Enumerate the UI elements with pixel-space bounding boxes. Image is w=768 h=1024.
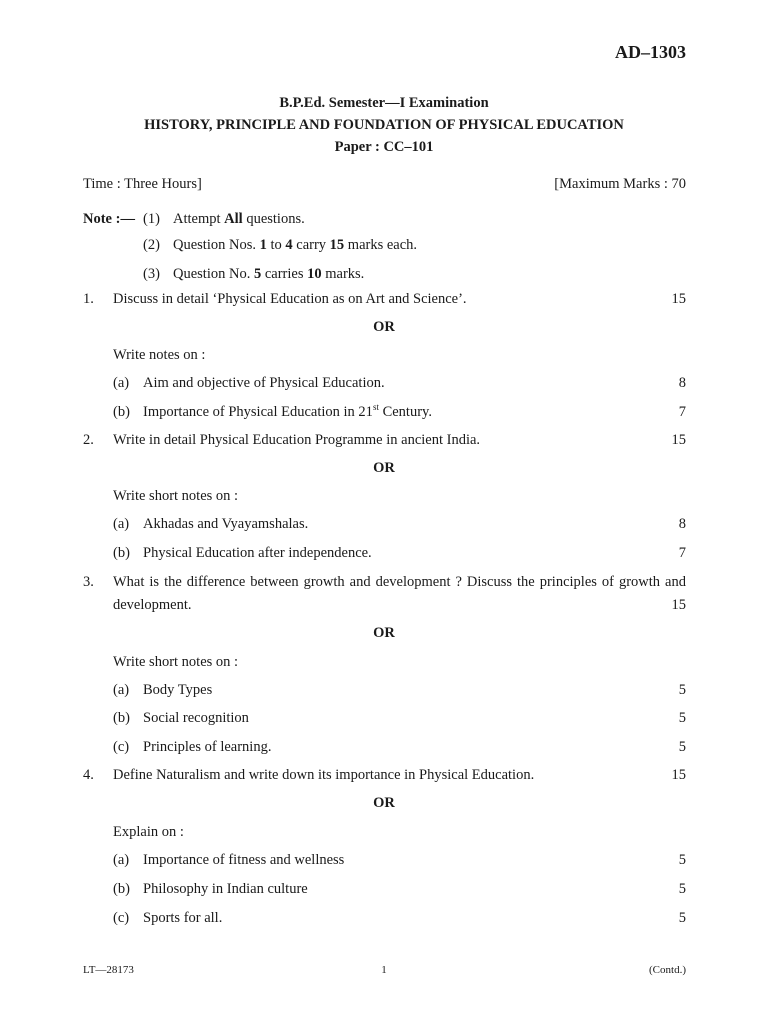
question-text-line-1: What is the difference between growth and development ? Discuss the principles of growth and [113,574,686,590]
alternative-intro: Explain on : [113,824,184,840]
sub-question-label: (a) [113,375,130,391]
sub-question-marks: 5 [678,739,686,755]
sub-question-text: Social recognition [143,710,249,726]
sub-question-text: Akhadas and Vyayamshalas. [143,516,309,532]
question-number: 2. [83,432,94,448]
sub-question-label: (c) [113,910,130,926]
alternative-intro: Write notes on : [113,347,206,363]
sub-question-label: (a) [113,852,130,868]
question-text: Write in detail Physical Education Programme in ancient India. [113,432,481,448]
sub-question-marks: 5 [678,910,686,926]
question-marks: 15 [671,767,686,783]
or-divider: OR [373,795,395,811]
paper-code: AD–1303 [615,42,686,62]
sub-question-label: (a) [113,682,130,698]
note-label: Note :— [83,211,135,227]
sub-question-marks: 8 [678,516,686,532]
sub-question-marks: 5 [678,682,686,698]
note-item-number: (3) [143,266,160,282]
sub-question-label: (b) [113,404,130,420]
paper-number: Paper : CC–101 [334,139,434,155]
alternative-intro: Write short notes on : [113,488,239,504]
note-item-1: Attempt All questions. [173,211,305,227]
sub-question-marks: 5 [678,710,686,726]
question-number: 3. [83,574,94,590]
subject-title: HISTORY, PRINCIPLE AND FOUNDATION OF PHYSICAL EDUCATION [144,117,624,133]
sub-question-label: (a) [113,516,130,532]
question-marks: 15 [671,291,686,307]
question-text: Discuss in detail ‘Physical Education as on Art and Science’. [113,291,467,307]
note-item-3: Question No. 5 carries 10 marks. [173,266,365,282]
sub-question-text: Importance of Physical Education in 21st Century. [143,402,432,420]
exam-title: B.P.Ed. Semester—I Examination [279,95,489,111]
question-text-line-2: development. [113,597,192,613]
question-number: 1. [83,291,94,307]
sub-question-marks: 7 [678,404,686,420]
page-number: 1 [381,964,387,976]
note-item-number: (1) [143,211,160,227]
maximum-marks: [Maximum Marks : 70 [554,176,686,192]
note-item-number: (2) [143,237,160,253]
alternative-intro: Write short notes on : [113,654,239,670]
sub-question-text: Aim and objective of Physical Education. [143,375,385,391]
or-divider: OR [373,460,395,476]
question-text: Define Naturalism and write down its importance in Physical Education. [113,767,535,783]
footer-code: LT—28173 [83,964,134,976]
sub-question-label: (b) [113,710,130,726]
sub-question-text: Importance of fitness and wellness [143,852,345,868]
time-allowed: Time : Three Hours] [83,176,202,192]
question-marks: 15 [671,597,686,613]
sub-question-marks: 8 [678,375,686,391]
sub-question-marks: 5 [678,852,686,868]
sub-question-text: Sports for all. [143,910,223,926]
sub-question-label: (b) [113,881,130,897]
question-marks: 15 [671,432,686,448]
question-number: 4. [83,767,94,783]
continued-marker: (Contd.) [649,964,686,976]
sub-question-text: Body Types [143,682,213,698]
sub-question-text: Principles of learning. [143,739,272,755]
note-item-2: Question Nos. 1 to 4 carry 15 marks each. [173,237,418,253]
sub-question-marks: 5 [678,881,686,897]
sub-question-text: Physical Education after independence. [143,545,372,561]
sub-question-label: (c) [113,739,130,755]
sub-question-text: Philosophy in Indian culture [143,881,308,897]
sub-question-marks: 7 [678,545,686,561]
sub-question-label: (b) [113,545,130,561]
or-divider: OR [373,319,395,335]
or-divider: OR [373,625,395,641]
